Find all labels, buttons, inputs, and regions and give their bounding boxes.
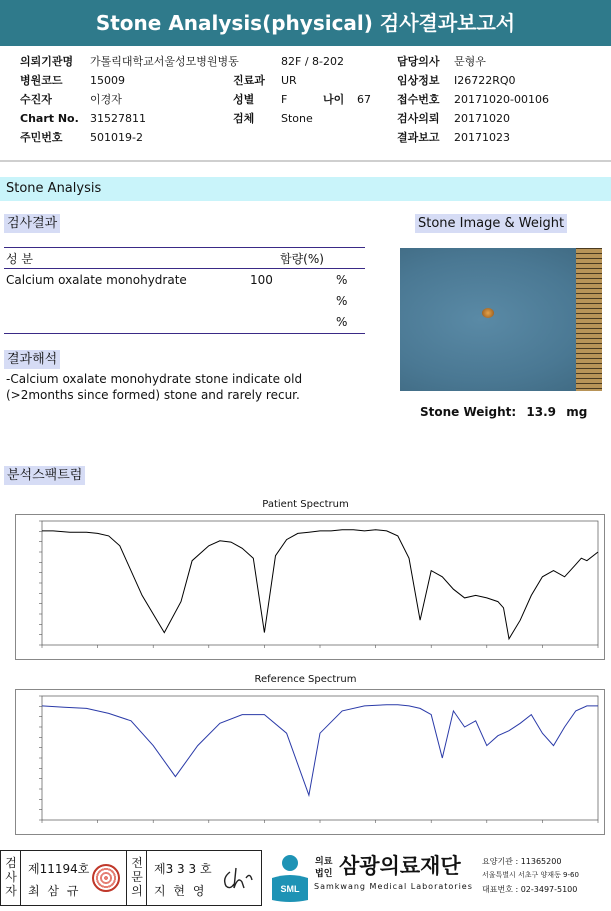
info-value: 501019-2 xyxy=(90,131,143,144)
dept-value: UR xyxy=(281,74,297,87)
logo-text: SML xyxy=(280,884,300,894)
table-top-rule xyxy=(4,247,365,248)
spectrum-line xyxy=(42,530,598,639)
patient-spectrum-title: Patient Spectrum xyxy=(262,499,349,510)
info-label: 결과보고 xyxy=(397,131,440,144)
section-title: Stone Analysis xyxy=(0,177,611,201)
plot-frame xyxy=(42,696,598,820)
stone-photo xyxy=(400,248,602,391)
col-component: 성 분 xyxy=(6,252,33,266)
org-name: 삼광의료재단 xyxy=(339,854,461,878)
interpretation-heading: 결과해석 xyxy=(4,350,60,369)
info-label: 병원코드 xyxy=(20,74,63,87)
ruler xyxy=(576,248,602,391)
image-heading: Stone Image & Weight xyxy=(415,214,567,233)
component-unit: % xyxy=(336,273,348,287)
weight-label: Stone Weight: xyxy=(420,405,517,419)
sex-label: 성별 xyxy=(233,93,255,106)
info-value: 31527811 xyxy=(90,112,146,125)
info-value: 이경자 xyxy=(90,93,122,106)
table-header-rule xyxy=(4,268,365,269)
org-prefix-bottom: 법인 xyxy=(315,869,333,879)
info-label: 임상정보 xyxy=(397,74,440,87)
patient-info-left xyxy=(20,52,239,147)
specialist-name: 지 현 영 xyxy=(154,884,207,898)
inspector-seal xyxy=(92,864,120,892)
org-en: Samkwang Medical Laboratories xyxy=(314,882,473,891)
info-label: 접수번호 xyxy=(397,93,440,106)
sml-logo-icon xyxy=(268,852,312,904)
inspector-label: 검사자 xyxy=(5,856,17,898)
specialist-signature xyxy=(220,864,256,894)
report-title: Stone Analysis(physical) 검사결과보고서 xyxy=(0,0,611,46)
table-bottom-rule xyxy=(4,333,365,334)
org-prefix-top: 의료 xyxy=(315,857,333,867)
reference-spectrum-title: Reference Spectrum xyxy=(254,674,357,685)
patient-info-middle xyxy=(233,52,371,128)
spectrum-line xyxy=(42,705,598,796)
plot-frame xyxy=(42,521,598,645)
interpretation-line-1: -Calcium oxalate monohydrate stone indicate old xyxy=(6,372,303,386)
col-content: 함량(%) xyxy=(280,252,324,266)
inspector-license: 제11194호 xyxy=(28,862,90,876)
info-label: 주민번호 xyxy=(20,131,63,144)
specialist-label: 전문의 xyxy=(131,856,143,898)
info-value: 15009 xyxy=(90,74,125,87)
component-value: 100 xyxy=(250,273,273,287)
info-label: 수진자 xyxy=(20,93,52,106)
info-value: 문형우 xyxy=(454,55,486,68)
divider xyxy=(0,160,611,162)
info-value: 가톨릭대학교서울성모병원병동 xyxy=(90,55,239,68)
info-value: 20171020-00106 xyxy=(454,93,549,106)
inspector-name: 최 삼 규 xyxy=(28,884,81,898)
sex-value: F xyxy=(281,93,288,106)
dept-label: 진료과 xyxy=(233,74,265,87)
patient-spectrum-chart xyxy=(15,514,605,660)
ward-value: 82F / 8-202 xyxy=(281,55,344,68)
stone-weight xyxy=(420,405,587,419)
info-label: 검사의뢰 xyxy=(397,112,440,125)
component-name: Calcium oxalate monohydrate xyxy=(6,273,187,287)
contact-address: 서울특별시 서초구 양재동 9-60 xyxy=(482,871,579,879)
component-unit: % xyxy=(336,294,348,308)
weight-value: 13.9 xyxy=(526,405,557,419)
contact-code: 요양기관 : 11365200 xyxy=(482,857,562,866)
specimen-value: Stone xyxy=(281,112,313,125)
age-label: 나이 xyxy=(323,93,345,106)
info-label: 담당의사 xyxy=(397,55,440,68)
weight-unit: mg xyxy=(566,405,588,419)
footer xyxy=(0,848,611,911)
age-value: 67 xyxy=(357,93,371,106)
info-label: Chart No. xyxy=(20,112,79,125)
contact-phone: 대표번호 : 02-3497-5100 xyxy=(482,885,578,894)
component-unit: % xyxy=(336,315,348,329)
reference-spectrum-chart xyxy=(15,689,605,835)
interpretation-line-2: (>2months since formed) stone and rarely recur. xyxy=(6,388,300,402)
specialist-license: 제3 3 3 호 xyxy=(154,862,212,876)
spectrum-heading: 분석스팩트럼 xyxy=(4,466,85,485)
info-value: I26722RQ0 xyxy=(454,74,516,87)
info-value: 20171020 xyxy=(454,112,510,125)
info-label: 의뢰기관명 xyxy=(20,55,74,68)
info-value: 20171023 xyxy=(454,131,510,144)
results-heading: 검사결과 xyxy=(4,214,60,233)
stone-specimen xyxy=(482,308,494,318)
patient-info-right xyxy=(397,52,549,147)
specimen-label: 검체 xyxy=(233,112,255,125)
